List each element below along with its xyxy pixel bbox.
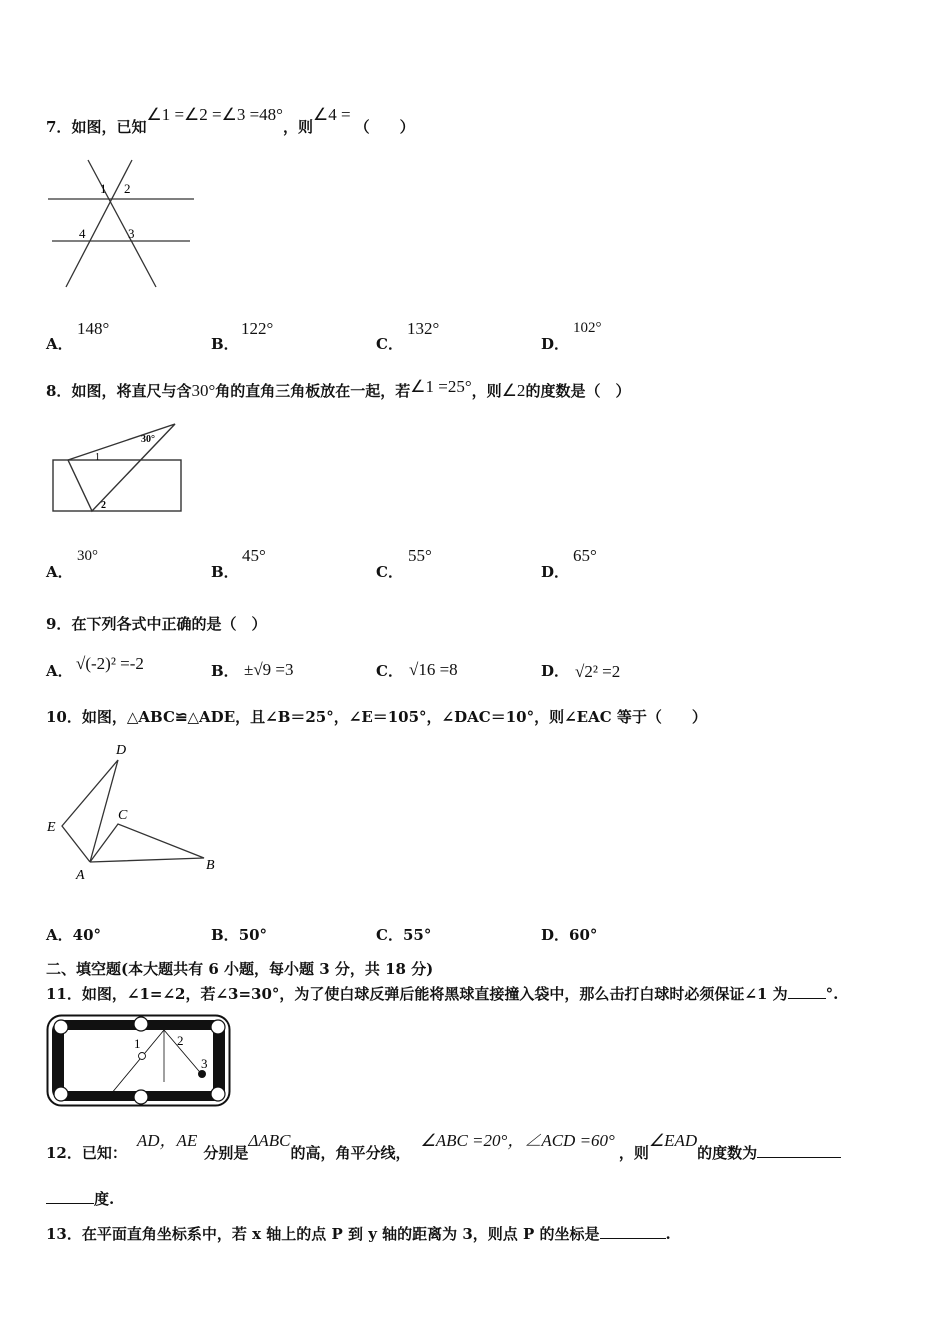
option-c-value: 55° xyxy=(402,926,432,944)
question-11-stem xyxy=(46,983,838,1004)
figure-label: 2 xyxy=(177,1033,184,1048)
figure-pocket xyxy=(54,1087,68,1101)
question-text: 的高，角平分线， xyxy=(290,1144,411,1162)
figure-label: E xyxy=(47,820,56,835)
figure-pocket xyxy=(211,1087,225,1101)
option-a-value: 148° xyxy=(77,319,110,338)
option-c[interactable]: C．55° xyxy=(376,926,432,944)
option-b-value: ±√9 =3 xyxy=(244,660,294,679)
option-d[interactable]: D． xyxy=(541,662,570,680)
answer-blank[interactable] xyxy=(600,1224,666,1239)
option-a-value: 40° xyxy=(72,926,102,944)
option-c[interactable]: C． xyxy=(376,662,403,680)
option-a[interactable]: A． xyxy=(46,662,73,680)
option-a[interactable]: A．40° xyxy=(46,926,102,944)
option-a-value: √(-2)² =-2 xyxy=(76,654,144,673)
figure-label: 30° xyxy=(141,434,155,445)
question-text: ，则 xyxy=(618,1144,649,1162)
figure-triangle-ade xyxy=(62,760,118,862)
math-expression: ∠1 =∠2 =∠3 =48° xyxy=(146,105,283,124)
figure-parallel-lines xyxy=(44,155,199,295)
math-expression: AD，AE xyxy=(136,1131,198,1150)
figure-label: 2 xyxy=(124,181,131,196)
option-c[interactable]: C． xyxy=(376,335,403,353)
question-12-continued xyxy=(46,1188,114,1209)
figure-billiard-table xyxy=(46,1014,232,1108)
math-expression: ∠1 =25° xyxy=(410,377,472,396)
figure-pocket xyxy=(211,1020,225,1034)
figure-white-ball xyxy=(139,1053,146,1060)
question-number: 9． xyxy=(46,615,72,633)
option-b-value: 45° xyxy=(242,546,266,565)
option-b[interactable]: B． xyxy=(211,335,239,353)
question-text: 如图，已知 xyxy=(71,118,147,136)
figure-label: 3 xyxy=(128,226,135,241)
question-text: 在平面直角坐标系中，若 x 轴上的点 P 到 y 轴的距离为 3，则点 P 的坐标是 xyxy=(81,1225,600,1243)
figure-label: C xyxy=(118,808,128,823)
figure-label: 2 xyxy=(101,500,106,511)
option-b[interactable]: B．50° xyxy=(211,926,268,944)
question-number: 10． xyxy=(46,708,82,726)
figure-ruler-triangle xyxy=(48,420,188,518)
question-13-stem xyxy=(46,1223,671,1244)
answer-paren: （ ） xyxy=(354,118,415,136)
figure-triangle-abc xyxy=(90,824,204,862)
question-text: 的度数是（ ） xyxy=(525,382,631,400)
option-d-value: 102° xyxy=(573,320,602,336)
figure-black-ball xyxy=(198,1070,206,1078)
question-text: 的度数为 xyxy=(697,1144,758,1162)
figure-triangle xyxy=(68,424,175,511)
option-d-value: √2² =2 xyxy=(575,662,621,681)
option-d[interactable]: D． xyxy=(541,563,570,581)
figure-congruent-triangles xyxy=(44,738,224,883)
question-text: 如图，∠1=∠2，若∠3=30°，为了使白球反弹后能将黑球直接撞入袋中，那么击打白球时必须保证∠1 为 xyxy=(81,985,788,1003)
question-text: 如图，将直尺与含 xyxy=(71,382,192,400)
question-text: 已知： xyxy=(81,1144,127,1162)
figure-label: D xyxy=(116,743,127,758)
option-b-value: 122° xyxy=(241,319,274,338)
question-number: 8． xyxy=(46,382,72,400)
option-c-value: √16 =8 xyxy=(409,660,458,679)
math-expression: ∠ABC =20°，∠ACD =60° xyxy=(420,1131,615,1150)
option-d[interactable]: D． xyxy=(541,335,570,353)
option-a-value: 30° xyxy=(77,548,98,564)
figure-label: 4 xyxy=(79,226,86,241)
question-number: 13． xyxy=(46,1225,82,1243)
math-expression: ∠4 = xyxy=(313,105,351,124)
math-expression: ∠2 xyxy=(501,381,526,400)
question-number: 11． xyxy=(46,985,82,1003)
figure-label: 1 xyxy=(134,1036,141,1051)
option-b-value: 50° xyxy=(238,926,268,944)
question-10-stem xyxy=(46,706,707,727)
figure-label: A xyxy=(76,868,85,883)
figure-label: B xyxy=(206,858,215,873)
question-8-stem xyxy=(46,377,631,401)
option-c-value: 132° xyxy=(407,319,440,338)
option-c-value: 55° xyxy=(408,546,432,565)
question-text: 度. xyxy=(94,1190,115,1208)
question-number: 7． xyxy=(46,118,72,136)
math-expression: ∠EAD xyxy=(648,1131,698,1150)
question-text: . xyxy=(665,1225,671,1243)
option-b[interactable]: B． xyxy=(211,662,239,680)
question-text: 在下列各式中正确的是（ ） xyxy=(71,615,267,633)
figure-label: 1 xyxy=(100,181,107,196)
figure-pocket xyxy=(54,1020,68,1034)
question-text: °. xyxy=(825,985,839,1003)
option-d[interactable]: D．60° xyxy=(541,926,598,944)
answer-blank[interactable] xyxy=(788,984,826,999)
figure-label: 1 xyxy=(95,452,100,463)
question-number: 12． xyxy=(46,1144,82,1162)
option-d-value: 60° xyxy=(569,926,598,944)
math-expression: ΔABC xyxy=(248,1131,291,1150)
question-text: 角的直角三角板放在一起，若 xyxy=(215,382,411,400)
option-a[interactable]: A． xyxy=(46,563,73,581)
question-text: ，则 xyxy=(282,118,313,136)
option-b[interactable]: B． xyxy=(211,563,239,581)
section-heading: 二、填空题(本大题共有 6 小题，每小题 3 分，共 18 分) xyxy=(46,960,434,978)
question-9-stem xyxy=(46,613,266,634)
figure-label: 3 xyxy=(201,1056,208,1071)
question-12-stem xyxy=(46,1131,841,1163)
figure-pocket xyxy=(134,1090,148,1104)
answer-blank-continued[interactable] xyxy=(46,1189,94,1204)
figure-pocket xyxy=(134,1017,148,1031)
math-expression: 30° xyxy=(191,381,216,400)
option-a[interactable]: A． xyxy=(46,335,73,353)
question-text: 分别是 xyxy=(203,1144,249,1162)
question-7-stem xyxy=(46,105,415,137)
answer-blank[interactable] xyxy=(757,1143,841,1158)
question-text: 如图，△ABC≌△ADE，且∠B＝25°，∠E＝105°，∠DAC＝10°，则∠EAC 等于（ ） xyxy=(81,708,707,726)
option-d-value: 65° xyxy=(573,546,597,565)
option-c[interactable]: C． xyxy=(376,563,403,581)
question-text: ，则 xyxy=(471,382,502,400)
